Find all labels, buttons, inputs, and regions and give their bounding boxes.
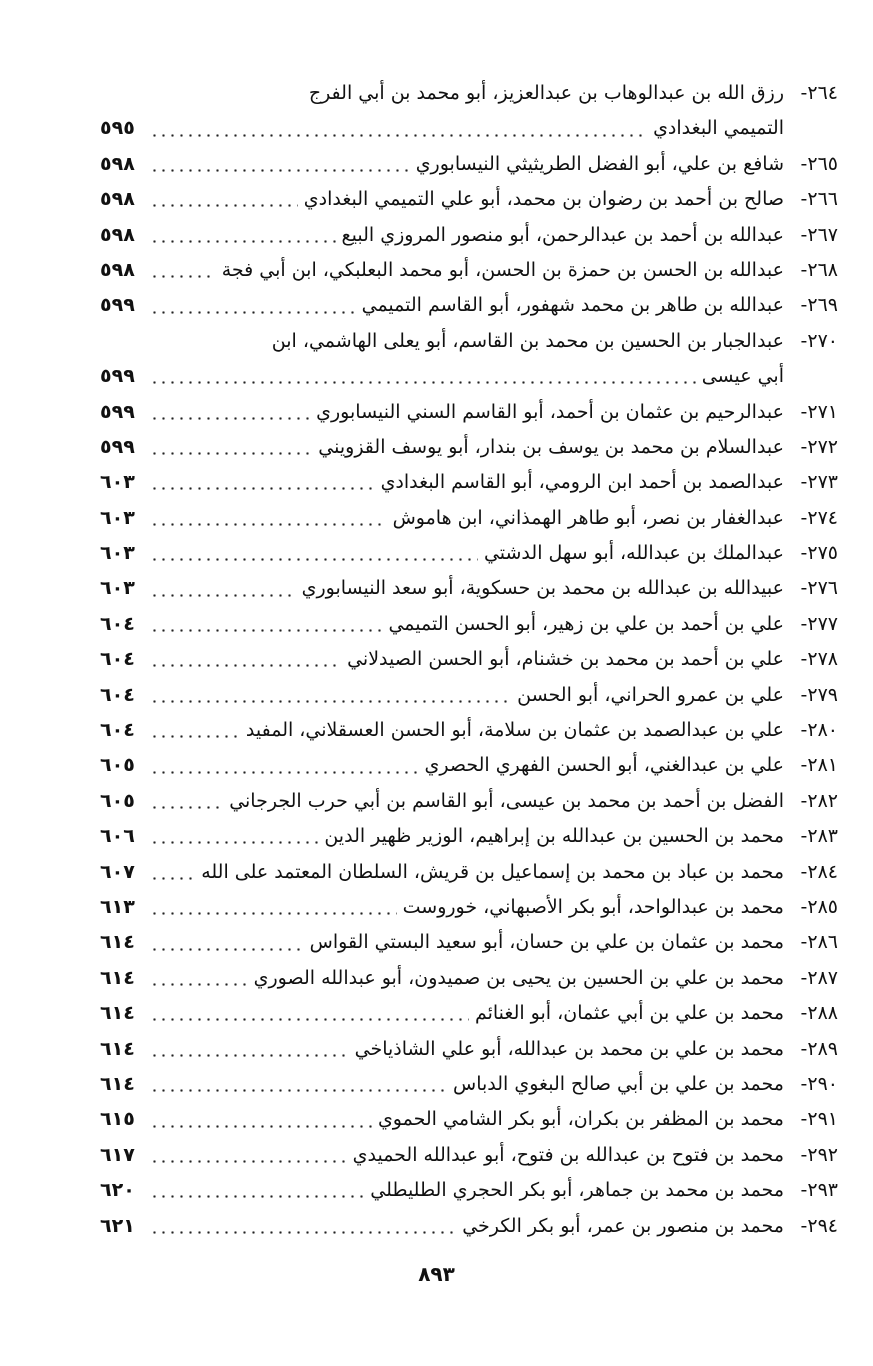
dot-leader bbox=[150, 1089, 447, 1092]
dot-leader bbox=[150, 381, 696, 384]
entry-page-number: ٥٩٩ bbox=[100, 435, 135, 458]
entry-title: محمد بن منصور بن عمر، أبو بكر الكرخي bbox=[462, 1214, 784, 1237]
entry-number: ٢٨٩- bbox=[800, 1037, 838, 1060]
entry-page-number: ٥٩٨ bbox=[100, 188, 135, 211]
entry-title: صالح بن أحمد بن رضوان بن محمد، أبو علي التميمي البغدادي bbox=[303, 188, 784, 211]
entry-title: عبدالله بن طاهر بن محمد شهفور، أبو القاسم التميمي bbox=[361, 294, 784, 317]
toc-entry bbox=[100, 288, 838, 323]
toc-entry bbox=[100, 253, 838, 288]
toc-entry bbox=[100, 1102, 838, 1137]
page-number: ٨٩٣ bbox=[418, 1262, 455, 1286]
entry-title: علي بن عمرو الحراني، أبو الحسن bbox=[517, 683, 784, 706]
toc-entry bbox=[100, 855, 838, 890]
dot-leader bbox=[150, 1018, 469, 1021]
entry-number: ٢٦٤- bbox=[800, 82, 838, 104]
table-of-contents bbox=[100, 76, 838, 1237]
dot-leader bbox=[150, 806, 223, 809]
entry-number: ٢٦٨- bbox=[800, 258, 838, 281]
entry-number: ٢٧١- bbox=[800, 400, 838, 423]
entry-title: محمد بن عثمان بن علي بن حسان، أبو سعيد البستي القواس bbox=[309, 931, 784, 954]
toc-entry bbox=[100, 607, 838, 642]
toc-entry bbox=[100, 890, 838, 925]
toc-entry bbox=[100, 324, 838, 359]
entry-page-number: ٦٢٠ bbox=[100, 1179, 135, 1202]
entry-number: ٢٨٨- bbox=[800, 1002, 838, 1025]
entry-page-number: ٦٠٧ bbox=[100, 860, 135, 883]
entry-title: علي بن أحمد بن علي بن زهير، أبو الحسن التميمي bbox=[388, 612, 784, 635]
entry-number: ٢٧٨- bbox=[800, 648, 838, 671]
entry-page-number: ٥٩٥ bbox=[100, 117, 135, 140]
entry-title: عبدالملك بن عبدالله، أبو سهل الدشتي bbox=[483, 542, 784, 565]
entry-page-number: ٦٠٣ bbox=[100, 506, 135, 529]
entry-number: ٢٨١- bbox=[800, 754, 838, 777]
entry-page-number: ٥٩٨ bbox=[100, 152, 135, 175]
entry-page-number: ٦٢١ bbox=[100, 1214, 135, 1237]
entry-number: ٢٦٦- bbox=[800, 188, 838, 211]
dot-leader bbox=[150, 735, 240, 738]
toc-entry bbox=[100, 182, 838, 217]
entry-page-number: ٦٠٥ bbox=[100, 754, 135, 777]
entry-page-number: ٥٩٩ bbox=[100, 294, 135, 317]
dot-leader bbox=[150, 452, 312, 455]
entry-page-number: ٦٠٣ bbox=[100, 471, 135, 494]
dot-leader bbox=[150, 700, 511, 703]
entry-number: ٢٩٢- bbox=[800, 1143, 838, 1166]
entry-number: ٢٦٥- bbox=[800, 152, 838, 175]
entry-title: محمد بن المظفر بن بكران، أبو بكر الشامي الحموي bbox=[377, 1108, 784, 1131]
entry-page-number: ٦٠٣ bbox=[100, 577, 135, 600]
entry-page-number: ٥٩٨ bbox=[100, 223, 135, 246]
entry-title: عبدالصمد بن أحمد ابن الرومي، أبو القاسم البغدادي bbox=[380, 471, 784, 494]
dot-leader bbox=[150, 1054, 349, 1057]
toc-entry bbox=[100, 430, 838, 465]
entry-number: ٢٦٧- bbox=[800, 223, 838, 246]
entry-title: عبيدالله بن عبدالله بن محمد بن حسكوية، أبو سعد النيسابوري bbox=[301, 577, 784, 600]
entry-title: محمد بن علي بن الحسين بن يحيى بن صميدون، أبو عبدالله الصوري bbox=[253, 966, 784, 989]
toc-entry bbox=[100, 395, 838, 430]
entry-number: ٢٩٣- bbox=[800, 1179, 838, 1202]
entry-page-number: ٦٠٣ bbox=[100, 542, 135, 565]
toc-entry bbox=[100, 642, 838, 677]
dot-leader bbox=[150, 204, 298, 207]
dot-leader bbox=[150, 771, 418, 774]
entry-title: محمد بن عبدالواحد، أبو بكر الأصبهاني، خوروست bbox=[402, 895, 784, 918]
dot-leader bbox=[150, 1160, 347, 1163]
toc-entry bbox=[100, 748, 838, 783]
dot-leader bbox=[150, 983, 248, 986]
entry-title: عبدالرحيم بن عثمان بن أحمد، أبو القاسم السني النيسابوري bbox=[316, 400, 784, 423]
toc-entry bbox=[100, 536, 838, 571]
entry-page-number: ٦٠٤ bbox=[100, 648, 135, 671]
toc-entry bbox=[100, 1138, 838, 1173]
entry-page-number: ٦٠٤ bbox=[100, 612, 135, 635]
entry-number: ٢٧٩- bbox=[800, 683, 838, 706]
dot-leader bbox=[150, 841, 318, 844]
toc-entry bbox=[100, 465, 838, 500]
entry-page-number: ٦٠٦ bbox=[100, 825, 135, 848]
entry-title: عبدالغفار بن نصر، أبو طاهر الهمذاني، ابن هاموش bbox=[392, 506, 784, 529]
entry-title: علي بن أحمد بن محمد بن خشنام، أبو الحسن الصيدلاني bbox=[347, 648, 784, 671]
entry-page-number: ٦٠٤ bbox=[100, 683, 135, 706]
dot-leader bbox=[150, 594, 296, 597]
entry-number: ٢٨٥- bbox=[800, 895, 838, 918]
entry-page-number: ٦٠٤ bbox=[100, 719, 135, 742]
entry-number: ٢٩٤- bbox=[800, 1214, 838, 1237]
toc-entry-continuation bbox=[100, 359, 838, 394]
toc-entry bbox=[100, 925, 838, 960]
entry-title: شافع بن علي، أبو الفضل الطريثيثي النيسابوري bbox=[415, 152, 784, 175]
dot-leader bbox=[150, 169, 410, 172]
entry-title: محمد بن علي بن أبي عثمان، أبو الغنائم bbox=[474, 1002, 784, 1025]
toc-entry bbox=[100, 1209, 838, 1244]
entry-page-number: ٦١٤ bbox=[100, 966, 135, 989]
entry-number: ٢٨٠- bbox=[800, 719, 838, 742]
dot-leader bbox=[150, 664, 341, 667]
entry-title: محمد بن علي بن أبي صالح البغوي الدباس bbox=[453, 1072, 784, 1095]
toc-entry bbox=[100, 996, 838, 1031]
toc-entry bbox=[100, 713, 838, 748]
entry-page-number: ٥٩٨ bbox=[100, 258, 135, 281]
entry-title: علي بن عبدالغني، أبو الحسن الفهري الحصري bbox=[424, 754, 784, 777]
entry-title: محمد بن الحسين بن عبدالله بن إبراهيم، الوزير ظهير الدين bbox=[324, 825, 784, 848]
dot-leader bbox=[150, 629, 382, 632]
dot-leader bbox=[150, 912, 397, 915]
dot-leader bbox=[150, 311, 356, 314]
entry-title: عبدالله بن أحمد بن عبدالرحمن، أبو منصور المروزي البيع bbox=[341, 223, 784, 246]
entry-number: ٢٦٩- bbox=[800, 294, 838, 317]
dot-leader bbox=[150, 1231, 456, 1234]
entry-number: ٢٧٦- bbox=[800, 577, 838, 600]
dot-leader bbox=[150, 275, 216, 278]
entry-number: ٢٨٦- bbox=[800, 931, 838, 954]
entry-title: محمد بن علي بن محمد بن عبدالله، أبو علي الشاذياخي bbox=[354, 1037, 784, 1060]
dot-leader bbox=[150, 877, 195, 880]
toc-entry bbox=[100, 784, 838, 819]
entry-title: محمد بن محمد بن جماهر، أبو بكر الحجري الطليطلي bbox=[370, 1179, 784, 1202]
entry-number: ٢٧٢- bbox=[800, 435, 838, 458]
dot-leader bbox=[150, 134, 647, 137]
entry-number: ٢٧٧- bbox=[800, 612, 838, 635]
entry-title: علي بن عبدالصمد بن عثمان بن سلامة، أبو الحسن العسقلاني، المفيد bbox=[245, 719, 784, 742]
dot-leader bbox=[150, 558, 478, 561]
entry-number: ٢٨٢- bbox=[800, 789, 838, 812]
entry-page-number: ٦١٤ bbox=[100, 1072, 135, 1095]
entry-number: ٢٧٥- bbox=[800, 542, 838, 565]
entry-title: محمد بن عباد بن محمد بن إسماعيل بن قريش، السلطان المعتمد على الله bbox=[201, 860, 784, 883]
toc-entry bbox=[100, 501, 838, 536]
toc-entry bbox=[100, 218, 838, 253]
toc-entry bbox=[100, 76, 838, 111]
dot-leader bbox=[150, 240, 336, 243]
entry-number: ٢٩٠- bbox=[800, 1072, 838, 1095]
entry-title: محمد بن فتوح بن عبدالله بن فتوح، أبو عبدالله الحميدي bbox=[352, 1143, 784, 1166]
entry-title: عبدالسلام بن محمد بن يوسف بن بندار، أبو يوسف القزويني bbox=[318, 435, 784, 458]
entry-page-number: ٥٩٩ bbox=[100, 400, 135, 423]
entry-page-number: ٦١٣ bbox=[100, 895, 135, 918]
toc-entry bbox=[100, 961, 838, 996]
toc-entry bbox=[100, 1067, 838, 1102]
toc-entry bbox=[100, 678, 838, 713]
entry-page-number: ٦١٧ bbox=[100, 1143, 135, 1166]
toc-entry bbox=[100, 1173, 838, 1208]
dot-leader bbox=[150, 487, 375, 490]
entry-title: عبدالجبار بن الحسين بن محمد بن القاسم، أبو يعلى الهاشمي، ابن bbox=[271, 329, 784, 352]
entry-page-number: ٦١٤ bbox=[100, 1002, 135, 1025]
entry-title: عبدالله بن الحسن بن حمزة بن الحسن، أبو محمد البعلبكي، ابن أبي فجة bbox=[221, 258, 784, 281]
entry-page-number: ٦١٤ bbox=[100, 931, 135, 954]
toc-entry bbox=[100, 147, 838, 182]
entry-title: الفضل بن أحمد بن محمد بن عيسى، أبو القاسم بن أبي حرب الجرجاني bbox=[229, 789, 784, 812]
entry-number: ٢٧٤- bbox=[800, 506, 838, 529]
toc-entry-continuation bbox=[100, 111, 838, 146]
toc-entry bbox=[100, 1032, 838, 1067]
toc-entry bbox=[100, 571, 838, 606]
entry-number: ٢٨٤- bbox=[800, 860, 838, 883]
dot-leader bbox=[150, 1125, 372, 1128]
entry-number: ٢٨٣- bbox=[800, 825, 838, 848]
dot-leader bbox=[150, 948, 304, 951]
entry-page-number: ٦١٤ bbox=[100, 1037, 135, 1060]
entry-page-number: ٦١٥ bbox=[100, 1108, 135, 1131]
entry-number: ٢٨٧- bbox=[800, 966, 838, 989]
entry-title: التميمي البغدادي bbox=[653, 117, 784, 140]
entry-page-number: ٦٠٥ bbox=[100, 789, 135, 812]
dot-leader bbox=[150, 523, 387, 526]
toc-entry bbox=[100, 819, 838, 854]
entry-number: ٢٧٣- bbox=[800, 471, 838, 494]
entry-number: ٢٧٠- bbox=[800, 329, 838, 352]
entry-title: رزق الله بن عبدالوهاب بن عبدالعزيز، أبو محمد بن أبي الفرج bbox=[308, 82, 784, 104]
entry-number: ٢٩١- bbox=[800, 1108, 838, 1131]
entry-title: أبي عيسى bbox=[701, 365, 784, 388]
entry-page-number: ٥٩٩ bbox=[100, 365, 135, 388]
dot-leader bbox=[150, 1195, 364, 1198]
dot-leader bbox=[150, 417, 310, 420]
